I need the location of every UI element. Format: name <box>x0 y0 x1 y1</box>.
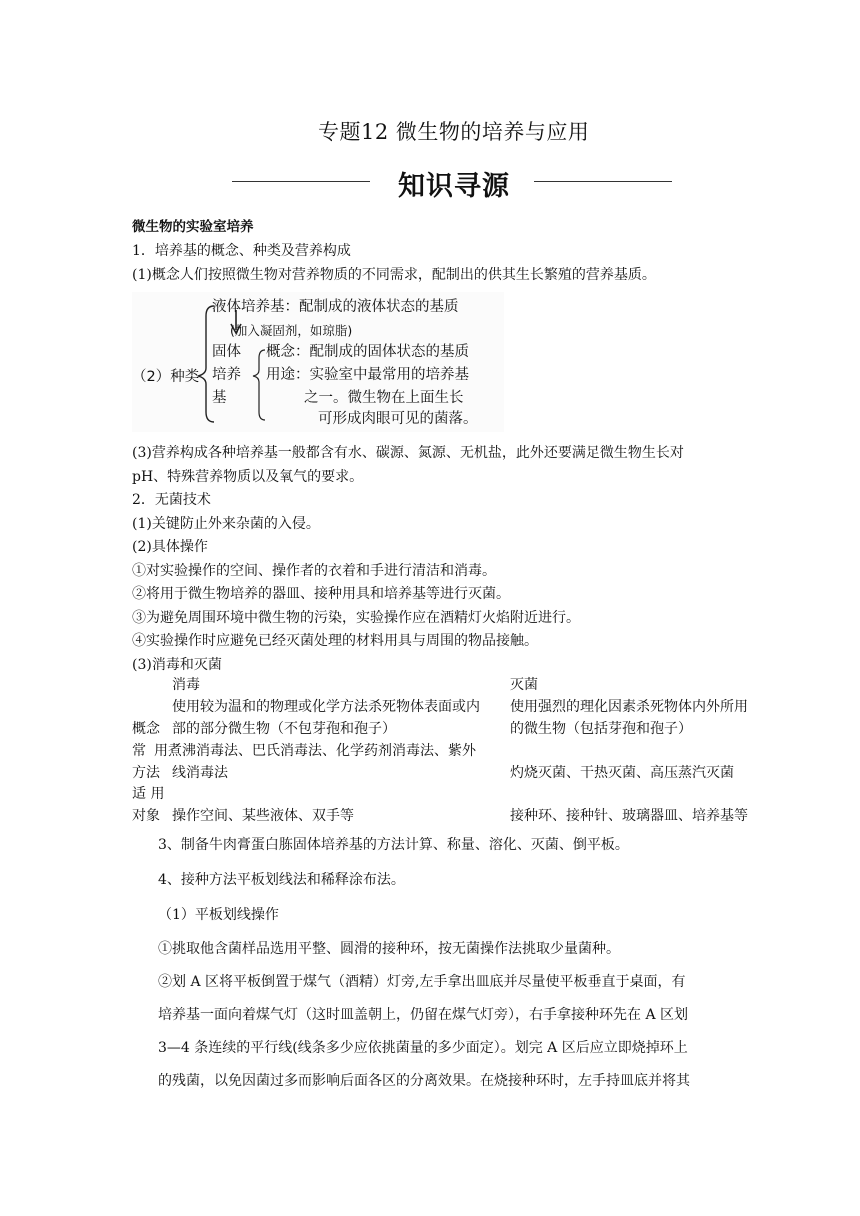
section-heading: 微生物的实验室培养 <box>132 219 254 235</box>
banner-title: 知识寻源 <box>398 171 510 202</box>
liquid-medium-text: 液体培养基：配制成的液体状态的基质 <box>212 299 459 315</box>
table-cell: 操作空间、某些液体、双手等 <box>172 808 354 824</box>
table-cell: 接种环、接种针、玻璃器皿、培养基等 <box>510 808 748 824</box>
use-text: 用途：实验室中最常用的培养基 <box>266 367 469 383</box>
solid-medium-label: 基 <box>212 390 227 406</box>
table-cell: 使用强烈的理化因素杀死物体内外所用 <box>510 699 748 715</box>
use-text: 之一。微生物在上面生长 <box>304 390 464 406</box>
paragraph: 培养基一面向着煤气灯（这时皿盖朝上，仍留在煤气灯旁），右手拿接种环先在 A 区划 <box>158 1007 689 1023</box>
text-line: ②将用于微生物培养的器皿、接种用具和培养基等进行灭菌。 <box>132 586 510 602</box>
media-types-diagram <box>132 292 504 432</box>
table-row-label: 常 <box>132 743 146 759</box>
text-line: ③为避免周围环境中微生物的污染，实验操作应在酒精灯火焰附近进行。 <box>132 610 580 626</box>
use-text: 可形成肉眼可见的菌落。 <box>318 411 478 427</box>
text-line: (2)具体操作 <box>132 539 208 555</box>
text-line: (3)营养构成各种培养基一般都含有水、碳源、氮源、无机盐，此外还要满足微生物生长对 <box>132 445 684 461</box>
table-cell: 用煮沸消毒法、巴氏消毒法、化学药剂消毒法、紫外 <box>154 743 476 759</box>
table-cell: 线消毒法 <box>172 765 228 781</box>
solid-medium-label: 固体 <box>212 344 241 360</box>
table-header-disinfect: 消毒 <box>172 677 200 693</box>
text-line: ①对实验操作的空间、操作者的衣着和手进行清洁和消毒。 <box>132 563 496 579</box>
add-agent-text: (加入凝固剂，如琼脂) <box>230 323 353 338</box>
text-line: ④实验操作时应避免已经灭菌处理的材料用具与周围的物品接触。 <box>132 633 538 649</box>
table-cell: 部的部分微生物（不包芽孢和孢子） <box>172 721 396 737</box>
paragraph: 3、制备牛肉膏蛋白胨固体培养基的方法计算、称量、溶化、灭菌、倒平板。 <box>158 837 629 853</box>
table-header-sterilize: 灭菌 <box>510 677 538 693</box>
concept-text: 概念：配制成的固体状态的基质 <box>266 344 469 360</box>
banner-left-rule <box>232 181 370 182</box>
solid-medium-label: 培养 <box>212 367 241 383</box>
table-row-label: 对象 <box>132 808 160 824</box>
table-cell: 灼烧灭菌、干热灭菌、高压蒸汽灭菌 <box>510 765 734 781</box>
table-cell: 使用较为温和的物理或化学方法杀死物体表面或内 <box>172 699 480 715</box>
paragraph: 4、接种方法平板划线法和稀释涂布法。 <box>158 872 405 888</box>
table-cell: 的微生物（包括芽孢和孢子） <box>510 721 692 737</box>
text-line: pH、特殊营养物质以及氧气的要求。 <box>132 469 364 485</box>
table-row-label: 方法 <box>132 765 160 781</box>
table-row-label: 适 用 <box>132 786 165 802</box>
paragraph: 的残菌，以免因菌过多而影响后面各区的分离效果。在烧接种环时，左手持皿底并将其 <box>158 1073 690 1089</box>
paragraph: 3—4 条连续的平行线(线条多少应依挑菌量的多少面定）。划完 A 区后应立即烧掉环上 <box>158 1040 688 1056</box>
text-line: (3)消毒和灭菌 <box>132 657 222 673</box>
paragraph: ①挑取他含菌样品选用平整、圆滑的接种环，按无菌操作法挑取少量菌种。 <box>158 941 620 957</box>
kinds-label: （2）种类 <box>132 369 200 385</box>
paragraph: ②划 A 区将平板倒置于煤气（酒精）灯旁,左手拿出皿底并尽量使平板垂直于桌面，有 <box>158 974 686 990</box>
text-line: (1)关键防止外来杂菌的入侵。 <box>132 516 320 532</box>
table-row-label: 概念 <box>132 721 160 737</box>
paragraph: （1）平板划线操作 <box>158 907 279 923</box>
banner-right-rule <box>534 181 672 182</box>
page-title: 专题12 微生物的培养与应用 <box>318 120 590 144</box>
text-line: 1．培养基的概念、种类及营养构成 <box>132 243 351 259</box>
text-line: 2．无菌技术 <box>132 492 211 508</box>
text-line: (1)概念人们按照微生物对营养物质的不同需求，配制出的供其生长繁殖的营养基质。 <box>132 267 656 283</box>
